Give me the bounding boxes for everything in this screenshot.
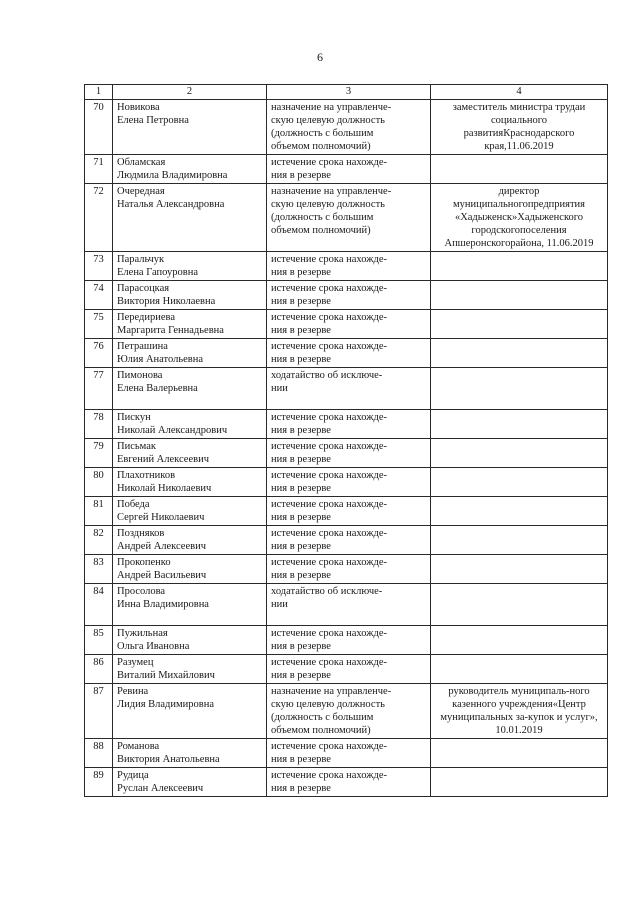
exclusion-reason-cell xyxy=(267,526,431,555)
table-row xyxy=(85,410,608,439)
exclusion-reason-line: объемом полномочий) xyxy=(271,725,371,736)
person-name-line: Елена Валерьевна xyxy=(117,383,198,394)
table-row xyxy=(85,655,608,684)
person-name-line: Плахотников xyxy=(117,470,176,481)
person-name-line: Сергей Николаевич xyxy=(117,512,205,523)
appointment-detail-cell xyxy=(431,410,608,439)
person-name-line: Наталья Александровна xyxy=(117,199,225,210)
exclusion-reason-cell xyxy=(267,100,431,155)
table-body xyxy=(85,100,608,797)
row-number: 74 xyxy=(85,281,113,310)
person-name-line: Инна Владимировна xyxy=(117,599,209,610)
exclusion-reason-cell xyxy=(267,252,431,281)
exclusion-reason-cell xyxy=(267,184,431,252)
person-name-cell xyxy=(113,739,267,768)
person-name-cell xyxy=(113,626,267,655)
exclusion-reason-line: ния в резерве xyxy=(271,354,331,365)
row-number: 81 xyxy=(85,497,113,526)
person-name-line: Письмак xyxy=(117,441,156,452)
table-row xyxy=(85,526,608,555)
person-name-line: Людмила Владимировна xyxy=(117,170,228,181)
row-number: 83 xyxy=(85,555,113,584)
exclusion-reason-line: истечение срока нахожде- xyxy=(271,470,387,481)
appointment-detail-cell xyxy=(431,497,608,526)
table-row xyxy=(85,439,608,468)
exclusion-reason-line: истечение срока нахожде- xyxy=(271,528,387,539)
person-name-line: Пискун xyxy=(117,412,151,423)
appointment-detail-cell xyxy=(431,100,608,155)
exclusion-reason-cell xyxy=(267,626,431,655)
exclusion-reason-line: скую целевую должность xyxy=(271,115,385,126)
appointment-detail-line: и социального развития xyxy=(463,102,586,139)
exclusion-reason-line: назначение на управленче- xyxy=(271,102,392,113)
person-name-cell xyxy=(113,339,267,368)
appointment-detail-cell xyxy=(431,368,608,410)
person-name-cell xyxy=(113,555,267,584)
person-name-line: Ревина xyxy=(117,686,149,697)
appointment-detail-cell xyxy=(431,439,608,468)
exclusion-reason-line: (должность с большим xyxy=(271,212,374,223)
table-row xyxy=(85,739,608,768)
appointment-detail-cell xyxy=(431,626,608,655)
row-number: 78 xyxy=(85,410,113,439)
person-name-line: Передириева xyxy=(117,312,175,323)
person-name-cell xyxy=(113,368,267,410)
exclusion-reason-line: истечение срока нахожде- xyxy=(271,657,387,668)
person-name-line: Андрей Алексеевич xyxy=(117,541,206,552)
exclusion-reason-line: ния в резерве xyxy=(271,570,331,581)
exclusion-reason-line: ходатайство об исключе- xyxy=(271,586,383,597)
appointment-detail-cell xyxy=(431,281,608,310)
appointment-detail-cell xyxy=(431,584,608,626)
person-name-line: Лидия Владимировна xyxy=(117,699,215,710)
table-row xyxy=(85,281,608,310)
exclusion-reason-line: скую целевую должность xyxy=(271,699,385,710)
row-number: 77 xyxy=(85,368,113,410)
table-row xyxy=(85,626,608,655)
row-number: 75 xyxy=(85,310,113,339)
exclusion-reason-line: истечение срока нахожде- xyxy=(271,499,387,510)
exclusion-reason-line: ния в резерве xyxy=(271,670,331,681)
person-name-cell xyxy=(113,468,267,497)
person-name-cell xyxy=(113,497,267,526)
column-header: 3 xyxy=(267,85,431,100)
person-name-cell xyxy=(113,155,267,184)
person-name-line: Юлия Анатольевна xyxy=(117,354,204,365)
appointment-detail-cell xyxy=(431,155,608,184)
person-name-line: Виктория Анатольевна xyxy=(117,754,220,765)
appointment-detail-line: Краснодарского края, xyxy=(484,128,575,152)
person-name-cell xyxy=(113,655,267,684)
exclusion-reason-line: ния в резерве xyxy=(271,296,331,307)
exclusion-reason-line: ния в резерве xyxy=(271,483,331,494)
table-row xyxy=(85,584,608,626)
exclusion-reason-line: нии xyxy=(271,599,288,610)
exclusion-reason-line: ния в резерве xyxy=(271,783,331,794)
appointment-detail-line: ного казенного учреждения xyxy=(452,686,590,710)
table-row xyxy=(85,339,608,368)
person-name-line: Новикова xyxy=(117,102,160,113)
page-number: 6 xyxy=(317,50,323,64)
person-name-line: Виктория Николаевна xyxy=(117,296,216,307)
person-name-line: Николай Николаевич xyxy=(117,483,212,494)
exclusion-reason-cell xyxy=(267,768,431,797)
appointment-detail-cell xyxy=(431,655,608,684)
person-name-line: Разумец xyxy=(117,657,154,668)
appointment-detail-line: купок и услуг», 10.01.2019 xyxy=(495,712,598,736)
person-name-cell xyxy=(113,526,267,555)
exclusion-reason-line: истечение срока нахожде- xyxy=(271,628,387,639)
table-row xyxy=(85,368,608,410)
person-name-line: Рудица xyxy=(117,770,149,781)
person-name-line: Ольга Ивановна xyxy=(117,641,190,652)
exclusion-reason-line: истечение срока нахожде- xyxy=(271,770,387,781)
exclusion-reason-cell xyxy=(267,310,431,339)
row-number: 86 xyxy=(85,655,113,684)
person-name-line: Руслан Алексеевич xyxy=(117,783,204,794)
appointment-detail-line: 11.06.2019 xyxy=(506,141,554,152)
person-name-cell xyxy=(113,184,267,252)
row-number: 72 xyxy=(85,184,113,252)
exclusion-reason-line: ния в резерве xyxy=(271,325,331,336)
exclusion-reason-cell xyxy=(267,468,431,497)
exclusion-reason-line: ния в резерве xyxy=(271,641,331,652)
table-row xyxy=(85,155,608,184)
person-name-line: Просолова xyxy=(117,586,166,597)
exclusion-reason-line: скую целевую должность xyxy=(271,199,385,210)
exclusion-reason-line: ния в резерве xyxy=(271,267,331,278)
exclusion-reason-line: истечение срока нахожде- xyxy=(271,254,387,265)
exclusion-reason-line: истечение срока нахожде- xyxy=(271,283,387,294)
appointment-detail-line: руководитель муниципаль- xyxy=(448,686,570,697)
table-row xyxy=(85,497,608,526)
person-name-line: Пужильная xyxy=(117,628,168,639)
person-name-line: Победа xyxy=(117,499,150,510)
row-number: 84 xyxy=(85,584,113,626)
appointment-detail-line: предприятия «Хадыженск» xyxy=(454,199,586,223)
person-name-line: Елена Гапоуровна xyxy=(117,267,199,278)
person-name-line: Обламская xyxy=(117,157,166,168)
appointment-detail-cell xyxy=(431,310,608,339)
exclusion-reason-cell xyxy=(267,655,431,684)
exclusion-reason-line: истечение срока нахожде- xyxy=(271,557,387,568)
row-number: 70 xyxy=(85,100,113,155)
exclusion-reason-cell xyxy=(267,555,431,584)
table-row xyxy=(85,252,608,281)
appointment-detail-line: заместитель министра труда xyxy=(452,102,580,113)
appointment-detail-line: директор муниципального xyxy=(452,186,540,210)
person-name-cell xyxy=(113,310,267,339)
exclusion-reason-cell xyxy=(267,339,431,368)
person-name-line: Паральчук xyxy=(117,254,165,265)
row-number: 82 xyxy=(85,526,113,555)
person-name-line: Романова xyxy=(117,741,160,752)
appointment-detail-cell xyxy=(431,555,608,584)
row-number: 71 xyxy=(85,155,113,184)
table-row xyxy=(85,468,608,497)
table-row xyxy=(85,310,608,339)
exclusion-reason-line: назначение на управленче- xyxy=(271,186,392,197)
person-name-cell xyxy=(113,768,267,797)
person-name-line: Маргарита Геннадьевна xyxy=(117,325,224,336)
person-name-line: Виталий Михайлович xyxy=(117,670,215,681)
appointment-detail-line: Хадыженского городского xyxy=(471,212,584,236)
exclusion-reason-line: объемом полномочий) xyxy=(271,141,371,152)
exclusion-reason-line: ния в резерве xyxy=(271,512,331,523)
row-number: 87 xyxy=(85,684,113,739)
exclusion-reason-line: ния в резерве xyxy=(271,754,331,765)
exclusion-reason-line: (должность с большим xyxy=(271,128,374,139)
row-number: 79 xyxy=(85,439,113,468)
exclusion-reason-cell xyxy=(267,281,431,310)
person-name-line: Поздняков xyxy=(117,528,165,539)
column-header: 2 xyxy=(113,85,267,100)
exclusion-reason-line: нии xyxy=(271,383,288,394)
person-name-line: Очередная xyxy=(117,186,165,197)
exclusion-reason-cell xyxy=(267,410,431,439)
person-name-line: Петрашина xyxy=(117,341,168,352)
person-name-line: Прокопенко xyxy=(117,557,171,568)
exclusion-reason-cell xyxy=(267,739,431,768)
exclusion-reason-line: истечение срока нахожде- xyxy=(271,441,387,452)
table-row xyxy=(85,184,608,252)
person-name-line: Николай Александрович xyxy=(117,425,228,436)
appointment-detail-cell xyxy=(431,184,608,252)
exclusion-reason-line: истечение срока нахожде- xyxy=(271,341,387,352)
column-header: 4 xyxy=(431,85,608,100)
exclusion-reason-cell xyxy=(267,439,431,468)
exclusion-reason-cell xyxy=(267,584,431,626)
appointment-detail-cell xyxy=(431,526,608,555)
person-name-cell xyxy=(113,100,267,155)
appointment-detail-cell xyxy=(431,339,608,368)
exclusion-reason-line: истечение срока нахожде- xyxy=(271,741,387,752)
table-header-row xyxy=(85,85,608,100)
person-name-line: Пимонова xyxy=(117,370,163,381)
person-name-cell xyxy=(113,281,267,310)
person-name-line: Парасоцкая xyxy=(117,283,170,294)
exclusion-reason-cell xyxy=(267,368,431,410)
exclusion-reason-line: истечение срока нахожде- xyxy=(271,157,387,168)
column-header: 1 xyxy=(85,85,113,100)
exclusion-reason-line: назначение на управленче- xyxy=(271,686,392,697)
person-name-line: Евгений Алексеевич xyxy=(117,454,209,465)
appointment-detail-cell xyxy=(431,684,608,739)
row-number: 80 xyxy=(85,468,113,497)
appointment-detail-line: района, 11.06.2019 xyxy=(510,238,594,249)
exclusion-reason-line: ния в резерве xyxy=(271,425,331,436)
exclusion-reason-line: истечение срока нахожде- xyxy=(271,312,387,323)
appointment-detail-cell xyxy=(431,739,608,768)
table-row xyxy=(85,555,608,584)
exclusion-reason-line: ния в резерве xyxy=(271,170,331,181)
exclusion-reason-cell xyxy=(267,155,431,184)
exclusion-reason-cell xyxy=(267,497,431,526)
reserve-exclusion-table xyxy=(84,84,608,797)
appointment-detail-line: поселения Апшеронского xyxy=(444,225,567,249)
person-name-line: Елена Петровна xyxy=(117,115,189,126)
row-number: 89 xyxy=(85,768,113,797)
appointment-detail-cell xyxy=(431,468,608,497)
person-name-cell xyxy=(113,684,267,739)
exclusion-reason-line: объемом полномочий) xyxy=(271,225,371,236)
appointment-detail-line: «Центр муниципальных за- xyxy=(440,699,586,723)
exclusion-reason-line: ходатайство об исключе- xyxy=(271,370,383,381)
appointment-detail-cell xyxy=(431,768,608,797)
appointment-detail-cell xyxy=(431,252,608,281)
exclusion-reason-cell xyxy=(267,684,431,739)
person-name-line: Андрей Васильевич xyxy=(117,570,207,581)
table-row xyxy=(85,768,608,797)
exclusion-reason-line: (должность с большим xyxy=(271,712,374,723)
row-number: 76 xyxy=(85,339,113,368)
exclusion-reason-line: ния в резерве xyxy=(271,454,331,465)
exclusion-reason-line: ния в резерве xyxy=(271,541,331,552)
person-name-cell xyxy=(113,439,267,468)
person-name-cell xyxy=(113,410,267,439)
row-number: 88 xyxy=(85,739,113,768)
row-number: 73 xyxy=(85,252,113,281)
table-row xyxy=(85,100,608,155)
person-name-cell xyxy=(113,252,267,281)
person-name-cell xyxy=(113,584,267,626)
table-row xyxy=(85,684,608,739)
exclusion-reason-line: истечение срока нахожде- xyxy=(271,412,387,423)
row-number: 85 xyxy=(85,626,113,655)
